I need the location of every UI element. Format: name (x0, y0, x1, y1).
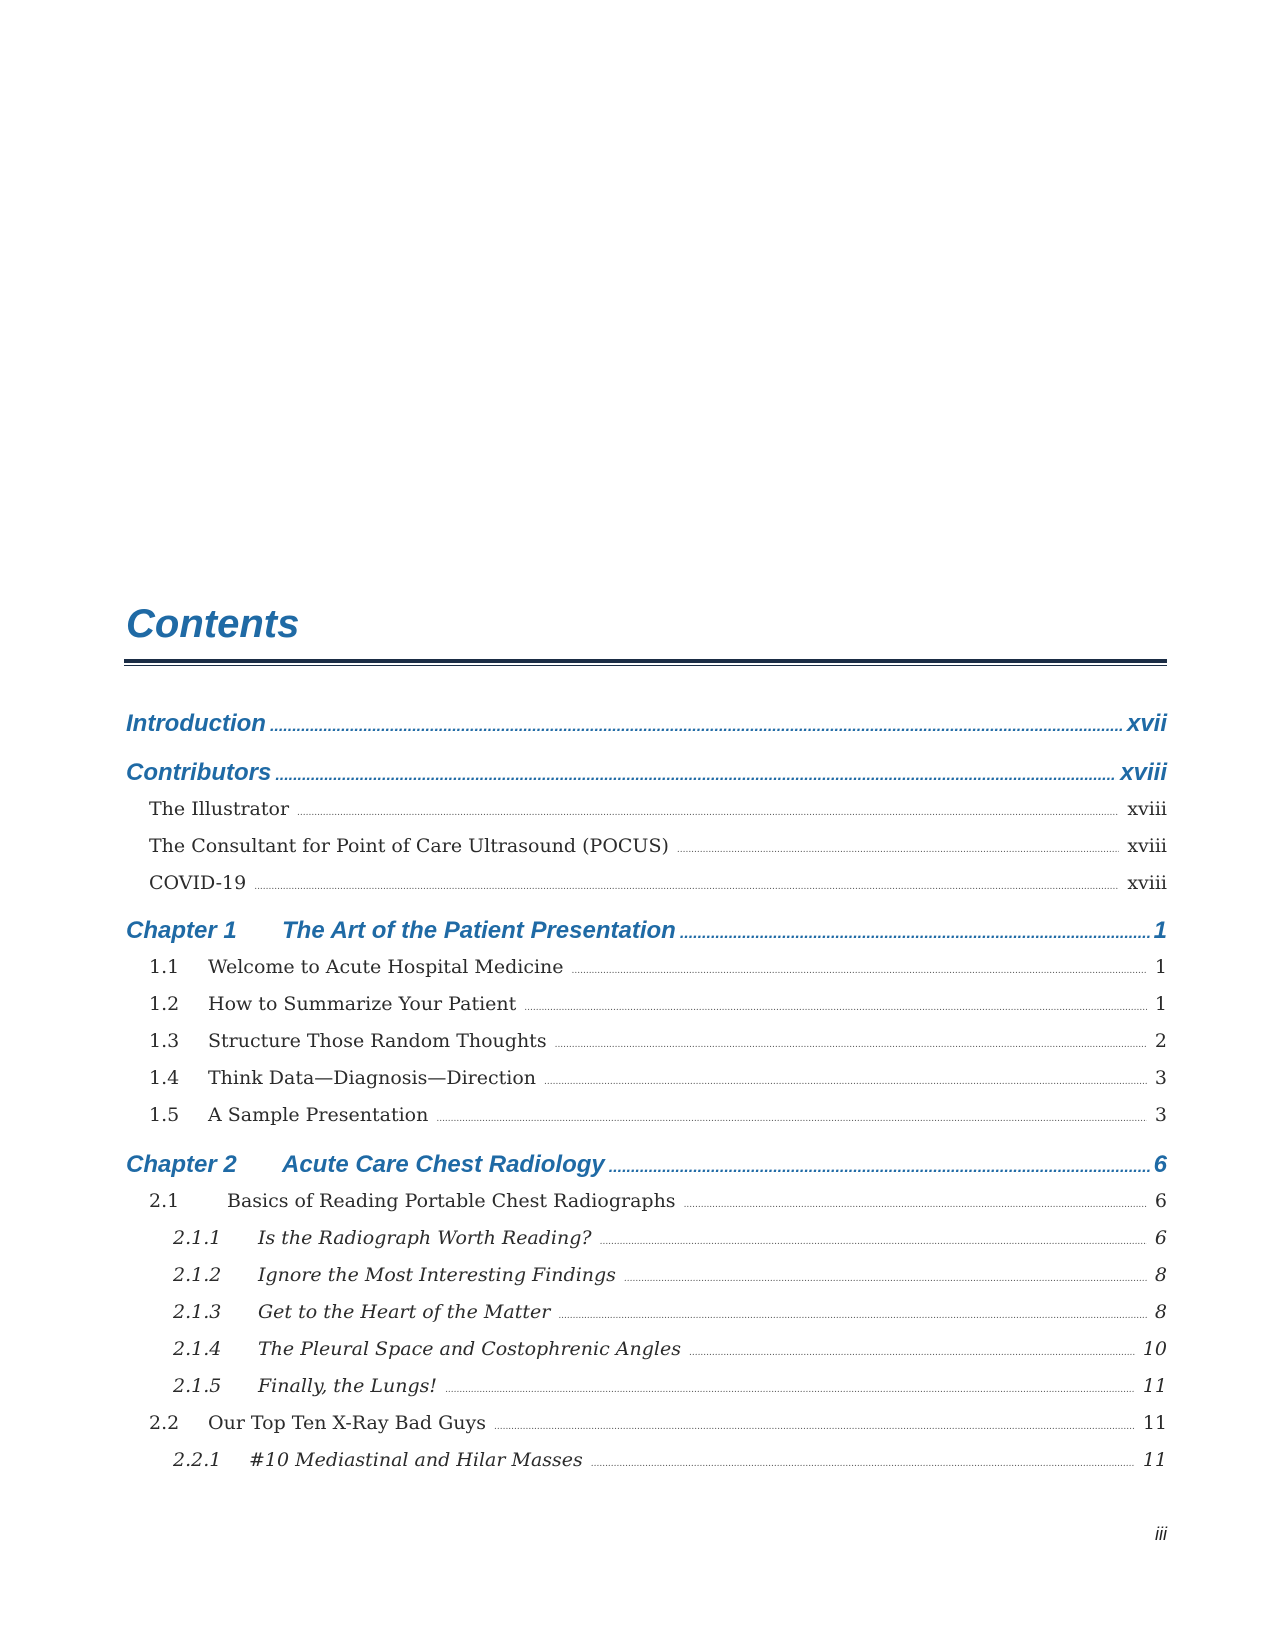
toc-entry-pocus-consultant[interactable] (149, 835, 1167, 857)
toc-label: The Illustrator (149, 798, 290, 820)
dot-leader (494, 1422, 1135, 1432)
dot-leader (524, 1003, 1147, 1013)
toc-number: 2.2.1 (173, 1449, 222, 1471)
dot-leader (624, 1274, 1147, 1284)
toc-label: COVID-19 (149, 872, 247, 894)
toc-label: The Consultant for Point of Care Ultrasound (POCUS) (149, 835, 669, 857)
toc-number: 2.1.2 (173, 1264, 222, 1286)
dot-leader (600, 1237, 1147, 1247)
toc-entry-1-3[interactable] (149, 1030, 1167, 1052)
toc-label: Structure Those Random Thoughts (208, 1030, 547, 1052)
dot-leader (436, 1114, 1147, 1124)
toc-page: 1 (1154, 993, 1167, 1015)
toc-number: Chapter 1 (126, 917, 237, 944)
dot-leader (544, 1077, 1147, 1087)
dot-leader (270, 718, 1123, 736)
toc-page: xviii (1127, 798, 1167, 820)
toc-page: 1 (1154, 956, 1167, 978)
dot-leader (677, 845, 1119, 855)
toc-page: 6 (1153, 1151, 1167, 1178)
toc-page: 6 (1154, 1190, 1167, 1212)
toc-entry-2-1-4[interactable] (173, 1338, 1167, 1360)
toc-entry-covid[interactable] (149, 872, 1167, 894)
toc-entry-2-1-2[interactable] (173, 1264, 1167, 1286)
toc-entry-1-1[interactable] (149, 956, 1167, 978)
toc-number: 2.1.4 (173, 1338, 222, 1360)
toc-number: 1.1 (149, 956, 180, 978)
toc-page: 10 (1142, 1338, 1167, 1360)
page-title: Contents (126, 602, 300, 646)
toc-entry-chapter-2[interactable] (126, 1151, 1167, 1179)
toc-label: Finally, the Lungs! (258, 1375, 438, 1397)
toc-entry-chapter-1[interactable] (126, 917, 1167, 945)
toc-page: xviii (1120, 759, 1167, 786)
toc-number: 1.3 (149, 1030, 180, 1052)
toc-entry-2-1-1[interactable] (173, 1227, 1167, 1249)
dot-leader (609, 1159, 1150, 1177)
toc-page: 2 (1154, 1030, 1167, 1052)
dot-leader (572, 966, 1147, 976)
dot-leader (558, 1311, 1147, 1321)
toc-number: Chapter 2 (126, 1151, 237, 1178)
toc-label: Think Data—Diagnosis—Direction (208, 1067, 537, 1089)
toc-number: 1.2 (149, 993, 180, 1015)
toc-entry-1-5[interactable] (149, 1104, 1167, 1126)
toc-label: Our Top Ten X-Ray Bad Guys (208, 1412, 486, 1434)
dot-leader (445, 1385, 1135, 1395)
dot-leader (275, 767, 1116, 785)
toc-entry-2-1[interactable] (149, 1190, 1167, 1212)
toc-page: 8 (1154, 1264, 1167, 1286)
toc-page: xviii (1127, 835, 1167, 857)
toc-entry-2-2-1[interactable] (173, 1449, 1167, 1471)
toc-entry-1-4[interactable] (149, 1067, 1167, 1089)
dot-leader (254, 882, 1119, 892)
toc-page: 6 (1154, 1227, 1167, 1249)
toc-entry-introduction[interactable] (126, 710, 1167, 738)
toc-page: xviii (1127, 872, 1167, 894)
dot-leader (680, 925, 1150, 943)
toc-number: 2.2 (149, 1412, 180, 1434)
toc-page: 11 (1142, 1412, 1167, 1434)
toc-page: 11 (1142, 1449, 1167, 1471)
page-number: iii (1155, 1524, 1167, 1544)
toc-label: Basics of Reading Portable Chest Radiographs (227, 1190, 676, 1212)
dot-leader (555, 1040, 1147, 1050)
toc-number: 2.1.1 (173, 1227, 222, 1249)
toc-label: Acute Care Chest Radiology (282, 1151, 605, 1178)
toc-number: 2.1.5 (173, 1375, 222, 1397)
toc-label: Is the Radiograph Worth Reading? (258, 1227, 592, 1249)
toc-page: xvii (1126, 710, 1167, 737)
toc-entry-2-1-3[interactable] (173, 1301, 1167, 1323)
toc-entry-2-1-5[interactable] (173, 1375, 1167, 1397)
toc-number: 1.5 (149, 1104, 180, 1126)
toc-page: 3 (1154, 1104, 1167, 1126)
toc-label: How to Summarize Your Patient (208, 993, 517, 1015)
toc-label: Contributors (126, 759, 272, 786)
toc-label: The Pleural Space and Costophrenic Angles (258, 1338, 681, 1360)
toc-label: Get to the Heart of the Matter (258, 1301, 551, 1323)
toc-label: The Art of the Patient Presentation (282, 917, 676, 944)
toc-label: A Sample Presentation (208, 1104, 429, 1126)
toc-label: Welcome to Acute Hospital Medicine (208, 956, 564, 978)
dot-leader (591, 1459, 1135, 1469)
toc-page: 8 (1154, 1301, 1167, 1323)
toc-entry-illustrator[interactable] (149, 798, 1167, 820)
dot-leader (684, 1200, 1147, 1210)
toc-entry-1-2[interactable] (149, 993, 1167, 1015)
toc-page: 3 (1154, 1067, 1167, 1089)
toc-label: Introduction (126, 710, 266, 737)
toc-number: 1.4 (149, 1067, 180, 1089)
dot-leader (297, 808, 1119, 818)
toc-entry-contributors[interactable] (126, 759, 1167, 787)
toc-entry-2-2[interactable] (149, 1412, 1167, 1434)
toc-number: 2.1 (149, 1190, 180, 1212)
toc-label: Ignore the Most Interesting Findings (258, 1264, 616, 1286)
toc-label: #10 Mediastinal and Hilar Masses (249, 1449, 583, 1471)
toc-number: 2.1.3 (173, 1301, 222, 1323)
toc-page: 11 (1142, 1375, 1167, 1397)
toc-page: 1 (1153, 917, 1167, 944)
dot-leader (689, 1348, 1135, 1358)
